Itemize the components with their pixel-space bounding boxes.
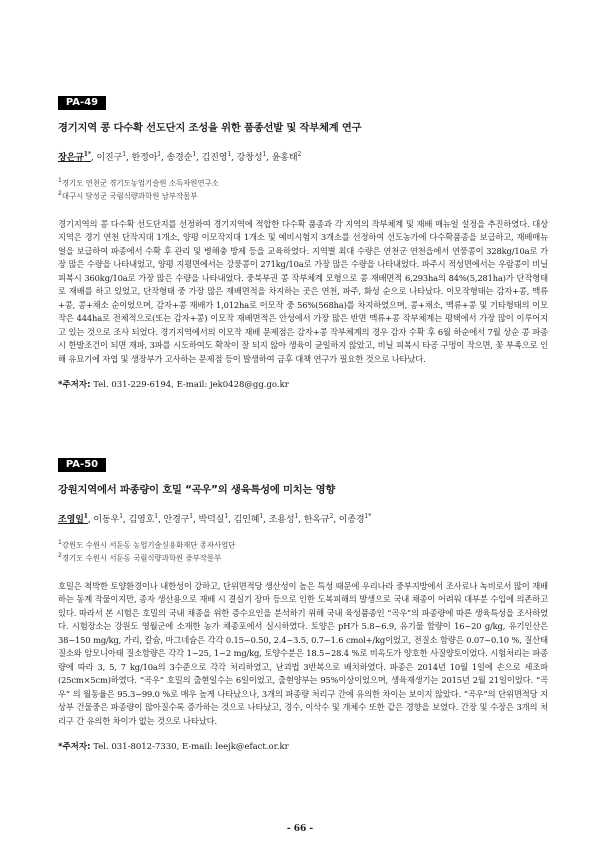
abstract-pa-49 <box>58 96 548 390</box>
abstract-body: 경기지역의 콩 다수확 선도단지를 선정하여 경기지역에 적합한 다수확 품종과 각 지역의 작부체계 및 재배 매뉴얼 설정을 추진하였다. 대상지역은 경기 연천 단작지대 1개소, 양평 이모작지대 1개소 및 예비시험지 3개소를 선정하여 선도농가에 다수확품종을 보급하고, 재배매뉴얼을 보급하여 파종에서 수확 후 관리 및 병해충 방제 등을 교육하였다. 지역별 최대 수량은 연천군 연천읍에서 연풍콩이 328kg/10a로 가장 많은 수량을 나타내었고, 양평 지평면에서는 강풍콩이 271kg/10a로 가장 많은 수량을 나타내었다. 파주시 적성면에서는 우람콩이 비닐피복시 360kg/10a로 가장 많은 수량을 나타내었다. 중북부권 콩 작부체계 모형으로 콩 재배면적 6,293ha의 84%(5,281ha)가 단작형태로 재배를 하고 있었고, 단작형태 중 가장 많은 재배면적을 차지하는 곳은 연천, 파주, 화성 순으로 나타났다. 이모작형태는 감자+콩, 맥류+콩, 콩+채소 순이었으며, 감자+콩 재배가 1,012ha로 이모작 중 56%(568ha)를 차지하였으며, 콩+채소, 맥류+콩 및 기타형태의 이모작은 444ha로 전체적으로(또는 감자+콩) 이모작 재배면적은 안성에서 가장 많은 반면 맥류+콩 작부체계는 평택에서 가장 많이 이루어지고 있는 것으로 조사 되었다. 경기지역에서의 이모작 재배 문제점은 감자+콩 작부체계의 경우 감자 수확 후 6월 하순에서 7월 상순 콩 파종시 한발조건이 되면 재파, 3파를 시도하여도 확착이 잘 되지 않아 생육이 균일하지 않았고, 비닐 피복시 타공 구멍이 작으면, 꽃 부족으로 인해 유묘기에 자엽 및 생장부가 고사하는 문제점 등이 발생하여 금후 대책 연구가 필요한 것으로 나타났다. <box>58 218 548 364</box>
abstract-code-badge: PA-50 <box>58 458 106 472</box>
author-list: 장은규$^{1*}$, 이진구$^1$, 한정아$^1$, 송경순$^1$, 김진영$^1$, 강창성$^1$, 윤홍태$^2$ <box>58 151 302 163</box>
abstract-body: 호밀은 척박한 토양환경이나 내한성이 강하고, 단위면적당 생산성이 높은 특성 때문에 우리나라 중부지방에서 조사료나 녹비로서 많이 재배하는 동계 작물이지만, 종자 생산용으로 재배 시 결실기 장마 등으로 인한 도복피해의 발생으로 국내 채종이 어려워 대부분 수입에 의존하고 있다. 따라서 본 시험은 호밀의 국내 채종을 위한 증수요인을 분석하기 위해 국내 육성품종인 “곡우”의 파종량에 따른 생육특성을 조사하였다. 시험장소는 강원도 영월군에 소재한 농가 채종포에서 실시하였다. 토양은 pH가 5.8~6.9, 유기물 함량이 16~20 g/kg, 유기인산은 38~150 mg/kg, 가리, 칼슘, 마그네슘은 각각 0.15~0.50, 2.4~3.5, 0.7~1.6 cmol+/kg이었고, 전질소 함량은 0.07~0.10 %, 질산태 질소와 암모니아태 질소함량은 각각 1~25, 1~2 mg/kg, 토양수분은 18.5~28.4 %로 비옥도가 양호한 사질양토이었다. 시험처리는 파종량에 따라 3, 5, 7 kg/10a의 3수준으로 각각 처리하였고, 난괴법 3반복으로 배치하였다. 파종은 2014년 10월 1일에 손으로 세조파(25cm×5cm)하였다. “곡우” 호밀의 출현일수는 6일이었고, 출현양부는 95%이상이었으며, 생육재생기는 2015년 2월 21일이었다. “곡우” 의 월동율은 95.3~99.0 %로 매우 높게 나타났으나, 3개의 파종량 처리구 간에 유의한 차이는 보이지 않았다. “곡우”의 단위면적당 지상부 건물중은 파종량이 많아질수록 증가하는 것으로 나타났고, 경수, 이삭수 및 개체수 또한 같은 경향을 보였다. 간장 및 수장은 3개의 처리구 간 유의한 차이가 없는 것으로 나타났다. <box>58 580 548 726</box>
author: 김영호$^1$ <box>128 513 158 525</box>
author: 송경순$^1$ <box>166 151 197 163</box>
author: 김진영$^1$ <box>201 151 232 163</box>
abstract-title: 강원지역에서 파종량이 호밀 “곡우”의 생육특성에 미치는 영향 <box>58 484 336 496</box>
affiliation-list <box>58 538 548 564</box>
affiliation: $^2$경기도 수원시 서둔동 국립식량과학원 중부작물부 <box>58 551 222 563</box>
affiliation-list <box>58 176 548 202</box>
abstract-pa-50 <box>58 458 548 752</box>
author: 이종경$^{1*}$ <box>338 513 372 525</box>
author-lead: 조영일$^1$ <box>58 513 88 525</box>
contact-info: Tel. 031-229-6194, E-mail: jek0428@gg.go.kr <box>93 380 289 391</box>
author: 윤홍태$^2$ <box>271 151 302 163</box>
affiliation: $^2$대구시 달성군 국립식량과학원 남부작물부 <box>58 189 198 201</box>
author: 안경구$^1$ <box>163 513 194 525</box>
abstract-code-badge: PA-49 <box>58 96 106 110</box>
corresponding-author <box>58 378 548 390</box>
page-number: - 66 - <box>286 824 314 834</box>
author: 이동우$^1$ <box>93 513 123 525</box>
corresponding-author <box>58 740 548 752</box>
author: 이진구$^1$ <box>96 151 126 163</box>
author: 김인혜$^1$ <box>233 513 264 525</box>
author-list: 조영일$^1$, 이동우$^1$, 김영호$^1$, 안경구$^1$, 박덕실$^1$, 김인혜$^1$, 조용성$^1$, 한옥규$^2$, 이종경$^{1*}$ <box>58 513 372 525</box>
affiliation: $^1$강원도 수원시 서둔동 농업기술실용화재단 종자사업단 <box>58 539 236 550</box>
author: 조용성$^1$ <box>268 513 299 525</box>
contact-label: *주저자: <box>58 742 91 753</box>
abstract-title: 경기지역 콩 다수확 선도단지 조성을 위한 품종선발 및 작부체계 연구 <box>58 122 362 134</box>
author: 박덕실$^1$ <box>198 513 229 525</box>
author: 한옥규$^2$ <box>303 513 334 525</box>
author: 강창성$^1$ <box>236 151 267 163</box>
author-lead: 장은규$^{1*}$ <box>58 151 91 163</box>
affiliation: $^1$경기도 연천군 경기도농업기술원 소득자원연구소 <box>58 177 219 188</box>
author: 한정아$^1$ <box>131 151 162 163</box>
contact-info: Tel. 031-8012-7330, E-mail: leejk@efact.or.kr <box>93 742 289 753</box>
contact-label: *주저자: <box>58 380 91 391</box>
